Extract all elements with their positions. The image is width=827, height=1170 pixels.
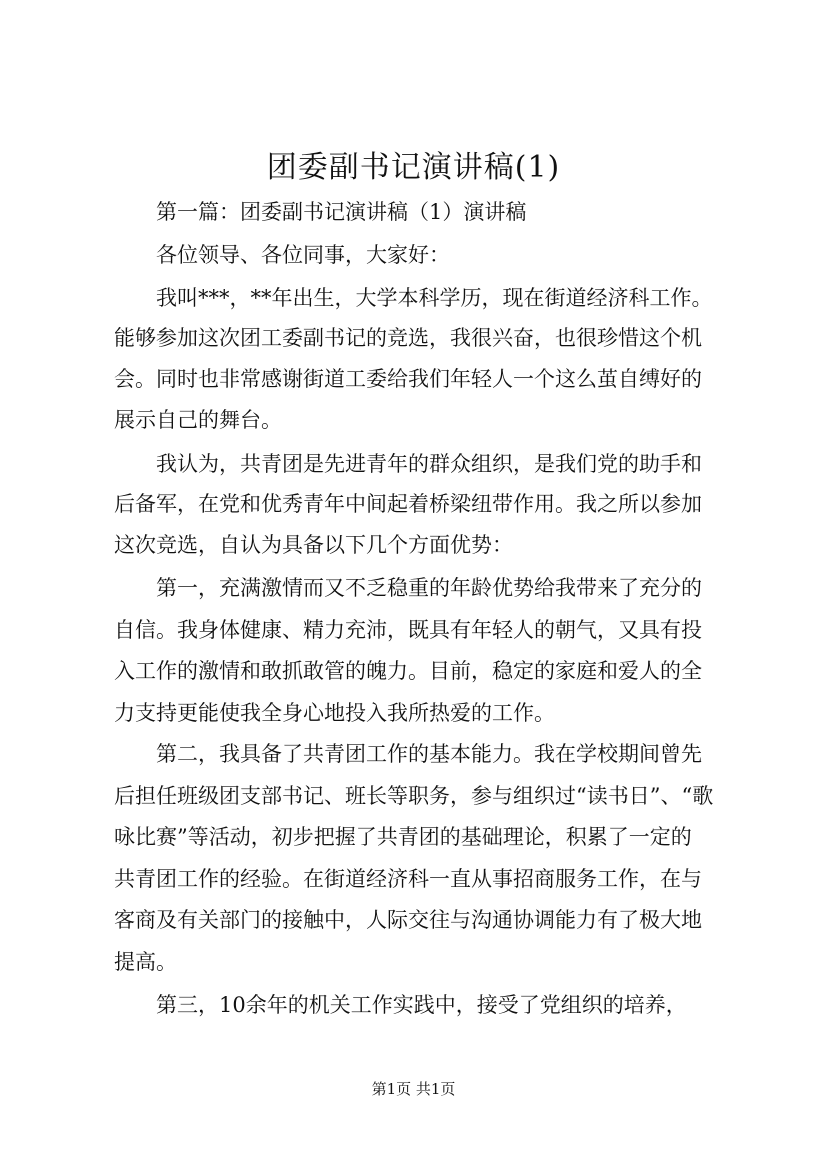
text-line: 我叫***，**年出生，大学本科学历，现在街道经济科工作。: [156, 286, 713, 310]
text-line: 第二，我具备了共青团工作的基本能力。我在学校期间曾先: [156, 742, 702, 766]
text-line: 提高。: [114, 950, 177, 974]
text-line: 能够参加这次团工委副书记的竞选，我很兴奋，也很珍惜这个机: [114, 326, 702, 350]
text-line: 第一，充满激情而又不乏稳重的年龄优势给我带来了充分的: [156, 576, 702, 600]
text-line: 入工作的激情和敢抓敢管的魄力。目前，稳定的家庭和爱人的全: [114, 659, 702, 683]
text-line: 第一篇：团委副书记演讲稿（1）演讲稿: [156, 200, 527, 224]
page-footer: 第1页 共1页: [371, 1080, 456, 1098]
text-line: 第三，10余年的机关工作实践中，接受了党组织的培养，: [156, 993, 687, 1017]
text-line: 展示自己的舞台。: [114, 408, 282, 432]
text-line: 力支持更能使我全身心地投入我所热爱的工作。: [114, 701, 555, 725]
text-line: 我认为，共青团是先进青年的群众组织，是我们党的助手和: [156, 452, 702, 476]
text-line: 自信。我身体健康、精力充沛，既具有年轻人的朝气，又具有投: [114, 618, 702, 642]
document-title: 团委副书记演讲稿(1): [266, 150, 561, 185]
text-line: 共青团工作的经验。在街道经济科一直从事招商服务工作，在与: [114, 867, 702, 891]
text-line: 客商及有关部门的接触中，人际交往与沟通协调能力有了极大地: [114, 908, 702, 932]
text-line: 咏比赛”等活动，初步把握了共青团的基础理论，积累了一定的: [114, 825, 692, 849]
text-line: 这次竞选，自认为具备以下几个方面优势：: [114, 533, 513, 557]
text-line: 后担任班级团支部书记、班长等职务，参与组织过“读书日”、“歌: [114, 784, 714, 808]
text-line: 后备军，在党和优秀青年中间起着桥梁纽带作用。我之所以参加: [114, 492, 702, 516]
text-line: 各位领导、各位同事，大家好：: [156, 243, 450, 267]
text-line: 会。同时也非常感谢街道工委给我们年轻人一个这么茧自缚好的: [114, 367, 702, 391]
